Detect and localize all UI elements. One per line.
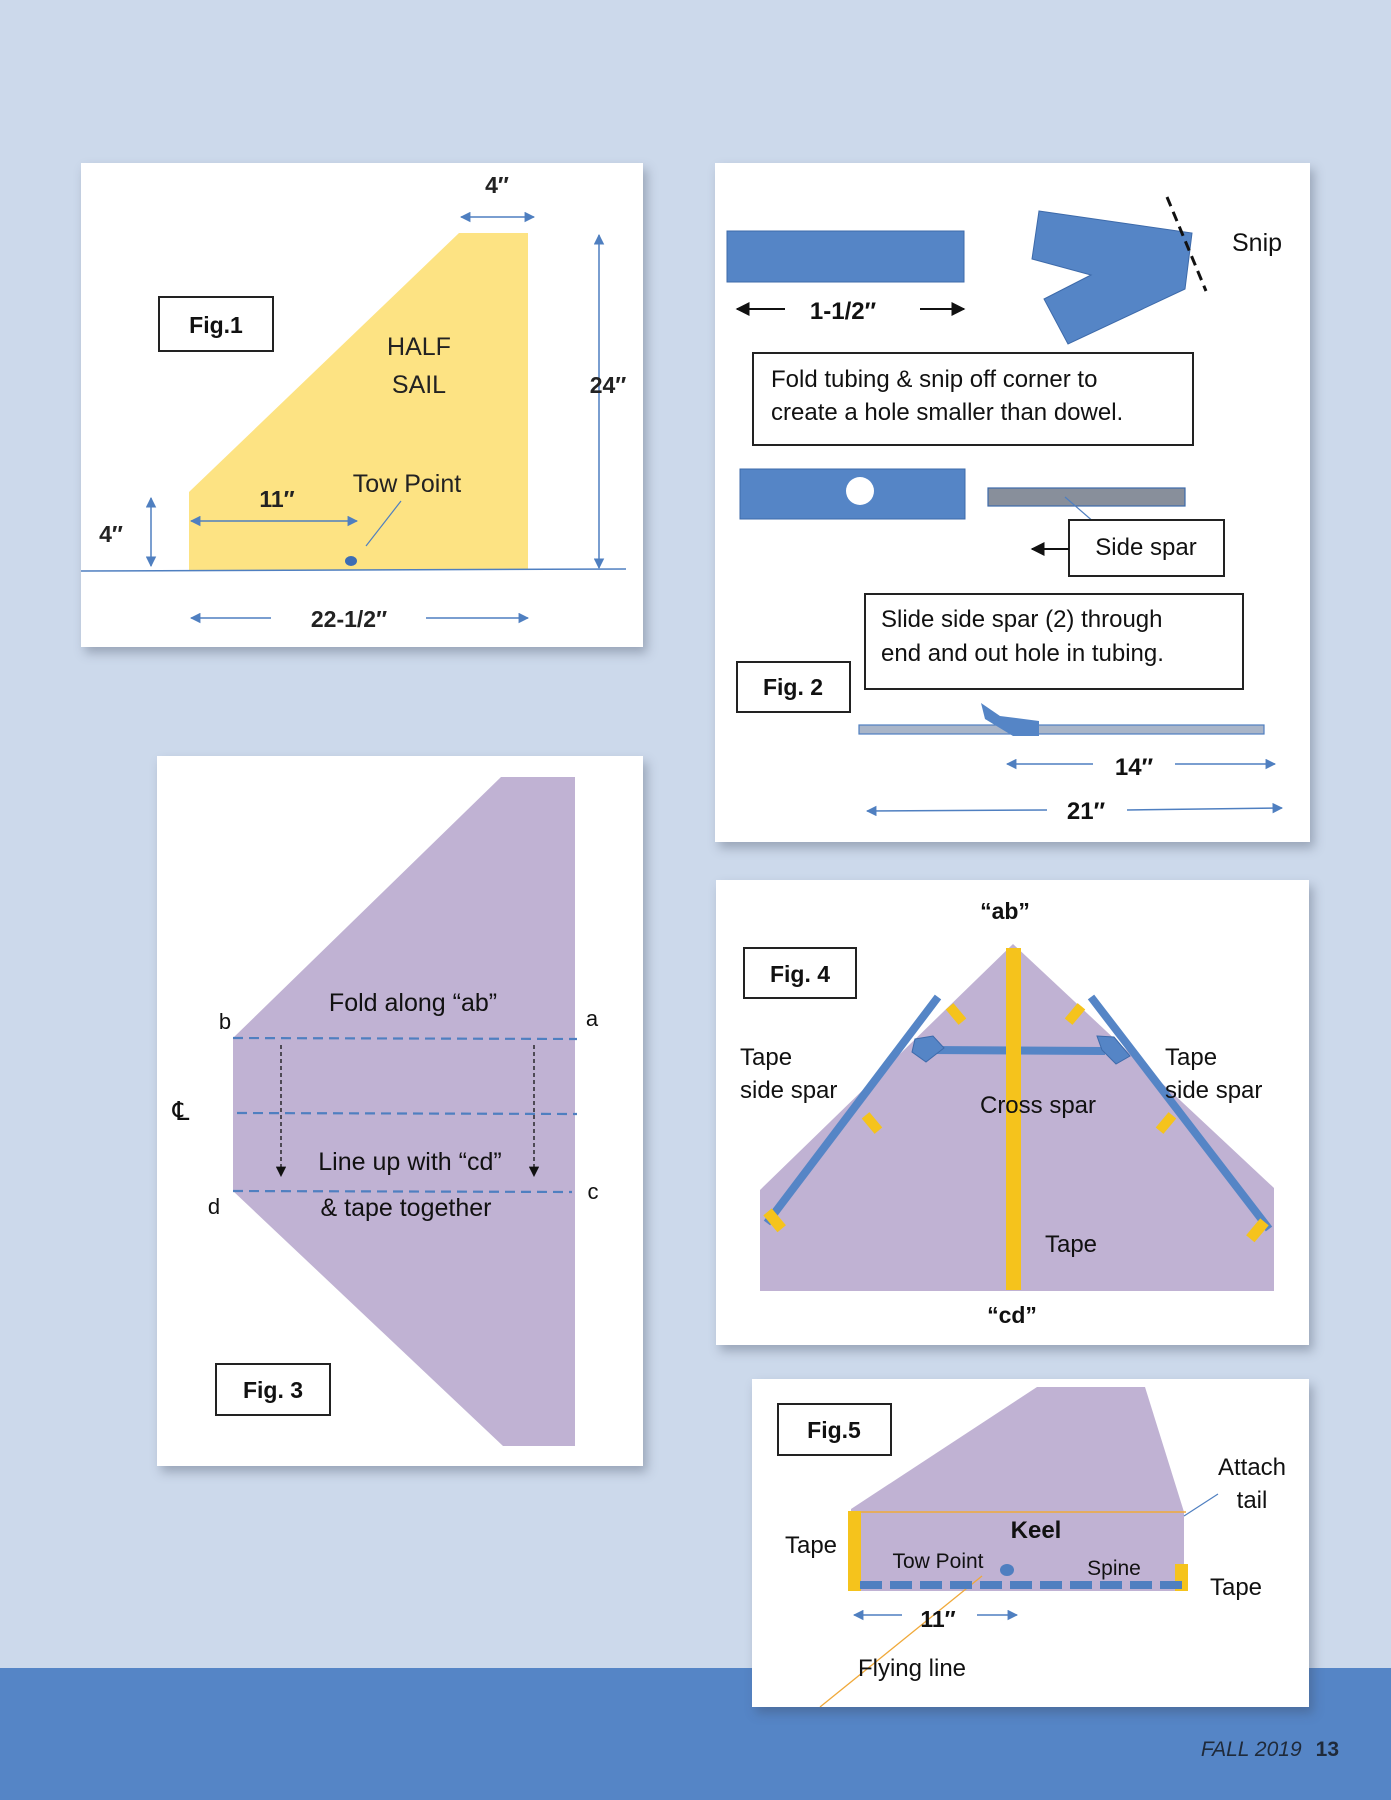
fig4-tape-left-1: Tape — [740, 1044, 793, 1071]
flying-line — [820, 1576, 982, 1707]
fig4-bottom-label: “cd” — [987, 1302, 1037, 1328]
fig1-tow-dist: 11″ — [259, 486, 295, 512]
fig3-point-c: c — [587, 1179, 599, 1204]
fig3-fold-text: Fold along “ab” — [328, 989, 498, 1017]
fig5-attach-tail-2: tail — [1236, 1487, 1268, 1514]
fig1-panel — [81, 163, 643, 647]
fig1-left-height: 4″ — [99, 521, 123, 547]
fig3-point-d: d — [207, 1194, 221, 1219]
fig1-tow-point-label: Tow Point — [352, 470, 462, 498]
fig5-tow-point: Tow Point — [892, 1550, 984, 1573]
fig4-tape: Tape — [1044, 1231, 1098, 1258]
fig3-point-b: b — [218, 1009, 232, 1034]
fig1-sail-text-2: SAIL — [391, 371, 447, 399]
fig4-tape-right-2: side spar — [1165, 1077, 1263, 1104]
fig3-centerline-symbol: ℄ — [172, 1096, 190, 1126]
fig5-attach-tail-1: Attach — [1217, 1454, 1287, 1481]
fig2-note1-line1: Fold tubing & snip off corner to — [771, 366, 1098, 393]
fig2-dim-long-left — [867, 810, 1047, 811]
fig3-diagram — [157, 756, 643, 1466]
fig2-diagram — [715, 163, 1310, 842]
fig5-keel: Keel — [1010, 1517, 1062, 1544]
fig1-height: 24″ — [589, 372, 627, 398]
line-cd — [233, 1191, 572, 1192]
fig4-top-label: “ab” — [980, 898, 1030, 924]
fig5-spine: Spine — [1087, 1557, 1141, 1580]
folded-sail-shape — [233, 777, 575, 1446]
fig1-label: Fig.1 — [189, 312, 243, 338]
tubing-straight — [727, 231, 964, 282]
fig1-sail-text-1: HALF — [387, 333, 451, 361]
tape-left-bar — [848, 1511, 861, 1591]
page-number: 13 — [1315, 1738, 1339, 1761]
fig2-note1-line2: create a hole smaller than dowel. — [771, 399, 1124, 426]
fig5-tape-right: Tape — [1209, 1574, 1263, 1601]
page-footer — [1201, 1738, 1339, 1762]
fig2-dim-long-right — [1127, 808, 1282, 810]
fig5-panel — [752, 1379, 1309, 1707]
fig2-side-spar: Side spar — [1095, 534, 1197, 561]
tow-point-dot — [345, 556, 357, 566]
fig2-note2-line2: end and out hole in tubing. — [881, 640, 1164, 667]
tubing-folded — [1032, 211, 1192, 344]
fig3-tape-text: & tape together — [320, 1194, 492, 1222]
issue-season: FALL 2019 — [1200, 1738, 1302, 1761]
fig4-cross-spar: Cross spar — [979, 1092, 1097, 1119]
fig5-diagram — [752, 1379, 1309, 1707]
fig2-panel — [715, 163, 1310, 842]
fig5-dim: 11″ — [920, 1606, 956, 1632]
fig2-dim-long: 21″ — [1066, 798, 1106, 825]
fig5-label: Fig.5 — [807, 1417, 861, 1443]
fig1-top-width: 4″ — [485, 172, 509, 198]
fig2-snip: Snip — [1232, 229, 1283, 257]
tubing-hole — [846, 477, 874, 505]
fig4-tape-right-1: Tape — [1165, 1044, 1218, 1071]
fig2-dim-short: 14″ — [1114, 754, 1154, 781]
fig3-lineup-text: Line up with “cd” — [318, 1148, 502, 1176]
fig4-diagram — [716, 880, 1309, 1345]
spine-tape — [1006, 948, 1021, 1290]
fig5-tape-left: Tape — [784, 1532, 838, 1559]
fig2-note2-line1: Slide side spar (2) through — [881, 606, 1163, 633]
attach-tail-leader — [1184, 1494, 1218, 1516]
fig1-diagram — [81, 163, 643, 647]
fig2-tube-length: 1-1/2″ — [809, 298, 877, 325]
fig5-flying-line: Flying line — [857, 1655, 967, 1682]
fig4-tape-left-2: side spar — [740, 1077, 838, 1104]
fig1-baseline — [81, 569, 626, 571]
half-sail-shape — [189, 233, 528, 570]
fig1-base-width: 22-1/2″ — [310, 606, 388, 632]
fig4-panel — [716, 880, 1309, 1345]
side-spar-piece — [988, 488, 1185, 506]
fig2-label: Fig. 2 — [762, 674, 824, 700]
fig3-point-a: a — [585, 1006, 599, 1031]
fig5-tow-point-dot — [1000, 1564, 1014, 1576]
fig3-panel — [157, 756, 643, 1466]
fig3-label: Fig. 3 — [242, 1377, 304, 1403]
fig4-label: Fig. 4 — [769, 961, 831, 987]
assembled-spar — [859, 725, 1264, 734]
